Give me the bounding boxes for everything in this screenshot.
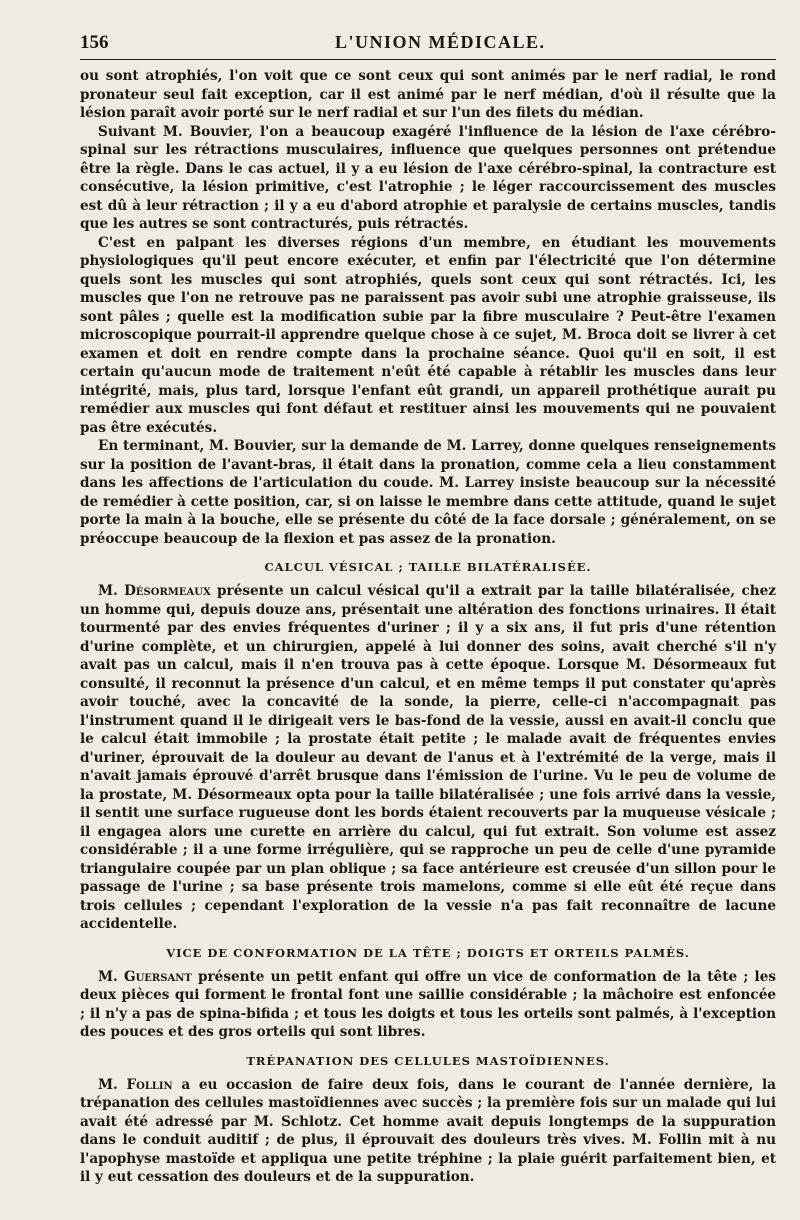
paragraph-palpation: C'est en palpant les diverses régions d'un membre, en étudiant les mouvements physiologiques qu'il peut encore exécuter, et enfin par l'électricité que l'on détermine quels sont les muscles qui sont atrophiés, quels sont ceux qui sont rétractés. Ici, les muscles que l'on ne retrouve pas ne paraissent pas avoir subi une atrophie graisseuse, ils sont pâles ; quelle est la modification subie par la fibre musculaire ? Peut-être l'examen microscopique pourrait-il apprendre quelque chose à ce sujet, M. Broca doit se livrer à cet examen et doit en rendre compte dans la prochaine séance. Quoi qu'il en soit, il est certain qu'aucun mode de traitement n'eût été capable à rétablir les muscles dans leur intégrité, mais, plus tard, lorsque l'enfant eût grandi, un appareil prothétique aurait pu remédier aux muscles qui font défaut et restituer ainsi les mouvements qui ne pouvaient pas être exécutés. [80, 234, 776, 436]
paragraph-larrey: En terminant, M. Bouvier, sur la demande de M. Larrey, donne quelques renseignements sur la position de l'avant-bras, il était dans la pronation, comme cela a lieu constamment dans les affections de l'articulation du coude. M. Larrey insiste beaucoup sur la nécessité de remédier à cette position, car, si on laisse le membre dans cette attitude, quand le sujet porte la main à la bouche, elle se présente du côté de la face dorsale ; généralement, on se préoccupe beaucoup de la flexion et pas assez de la pronation. [80, 438, 776, 547]
section-heading-trepanation: TRÉPANATION DES CELLULES MASTOÏDIENNES. [246, 1053, 610, 1068]
paragraph-text: a eu occasion de faire deux fois, dans le courant de l'année dernière, la trépanation des cellules mastoïdiennes avec succès ; la première fois sur un malade qui lui avait été adressé par M. Schlotz. Cet homme avait depuis longtemps de la suppuration dans le conduit auditif ; de plus, il éprouvait des douleurs très vives. M. Follin mit à nu l'apophyse mastoïde et appliqua une petite tréphine ; la plaie guérit parfaitement bien, et il y eut cessation des douleurs et de la suppuration. [80, 1076, 776, 1185]
running-title: L'UNION MÉDICALE. [335, 32, 546, 52]
paragraph-trepanation [80, 1076, 776, 1187]
paragraph-continuation: ou sont atrophiés, l'on voit que ce sont ceux qui sont animés par le nerf radial, le rond pronateur seul fait exception, car il est animé par le nerf médian, d'où il résulte que la lésion paraît avoir porté sur le nerf radial et sur l'un des filets du médian. [80, 68, 776, 121]
section-heading-vice: VICE DE CONFORMATION DE LA TÊTE ; DOIGTS ET ORTEILS PALMÉS. [166, 945, 690, 960]
paragraph-vice [80, 968, 776, 1042]
paragraph-text: présente un petit enfant qui offre un vice de conformation de la tête ; les deux pièces qui forment le frontal font une saillie considérable ; la mâchoire est enfoncée ; il n'y a pas de spina-bifida ; et tous les doigts et tous les orteils sont palmés, à l'exception des pouces et des gros orteils qui sont libres. [80, 968, 777, 1040]
author-name: M. Désormeaux [98, 583, 211, 599]
paragraph-text: présente un calcul vésical qu'il a extrait par la taille bilatéralisée, chez un homme qui, depuis douze ans, présentait une altération des fonctions urinaires. Il était tourmenté par des envies fréquentes d'uriner ; il y a six ans, il fut pris d'une rétention d'urine complète, et un chirurgien, appelé à lui donner des soins, avait cherché s'il n'y avait pas un calcul, mais il n'en trouva pas à cette époque. Lorsque M. Désormeaux fut consulté, il reconnut la présence d'un calcul, et en même temps il put constater qu'après avoir touché, avec la concavité de la sonde, la pierre, celle-ci n'accompagnait pas l'instrument quand il le dirigeait vers le bas-fond de la vessie, aussi en avait-il conclu que le calcul était immobile ; la prostate était petite ; le malade avait de fréquentes envies d'uriner, éprouvait de la douleur au devant de l'anus et à l'extrémité de la verge, mais il n'avait jamais éprouvé d'arrêt brusque dans l'émission de l'urine. Vu le peu de volume de la prostate, M. Désormeaux opta pour la taille bilatéralisée ; une fois arrivé dans la vessie, il sentit une surface rugueuse dont les bords étaient recouverts par la muqueuse vésicale ; il engagea alors une curette en arrière du calcul, qui fut extrait. Son volume est assez considérable ; il a une forme irrégulière, qui se rapproche un peu de celle d'une pyramide triangulaire coupée par un plan oblique ; sa face antérieure est creusée d'un sillon pour le passage de l'urine ; sa base présente trois mamelons, comme si elle eût été reçue dans trois cellules ; cependant l'exploration de la vessie n'a pas fait reconnaître de lacune accidentelle. [80, 583, 776, 932]
section-heading-calcul: CALCUL VÉSICAL ; TAILLE BILATÉRALISÉE. [264, 560, 592, 574]
header-rule [80, 59, 776, 60]
author-name: M. Guersant [98, 968, 192, 985]
running-header [80, 26, 776, 56]
paragraph-calcul [80, 582, 776, 934]
paragraph-bouvier: Suivant M. Bouvier, l'on a beaucoup exagéré l'influence de la lésion de l'axe cérébro-spinal sur les rétractions musculaires, influence que quelques personnes ont prétendue être la règle. Dans le cas actuel, il y a eu lésion de l'axe cérébro-spinal, la contracture est consécutive, la lésion primitive, c'est l'atrophie ; le léger raccourcissement des muscles est dû à leur rétraction ; il y a eu d'abord atrophie et paralysie de certains muscles, tandis que les autres se sont contracturés, puis rétractés. [80, 123, 776, 232]
author-name: M. Follin [98, 1076, 173, 1093]
page-number: 156 [80, 32, 109, 53]
